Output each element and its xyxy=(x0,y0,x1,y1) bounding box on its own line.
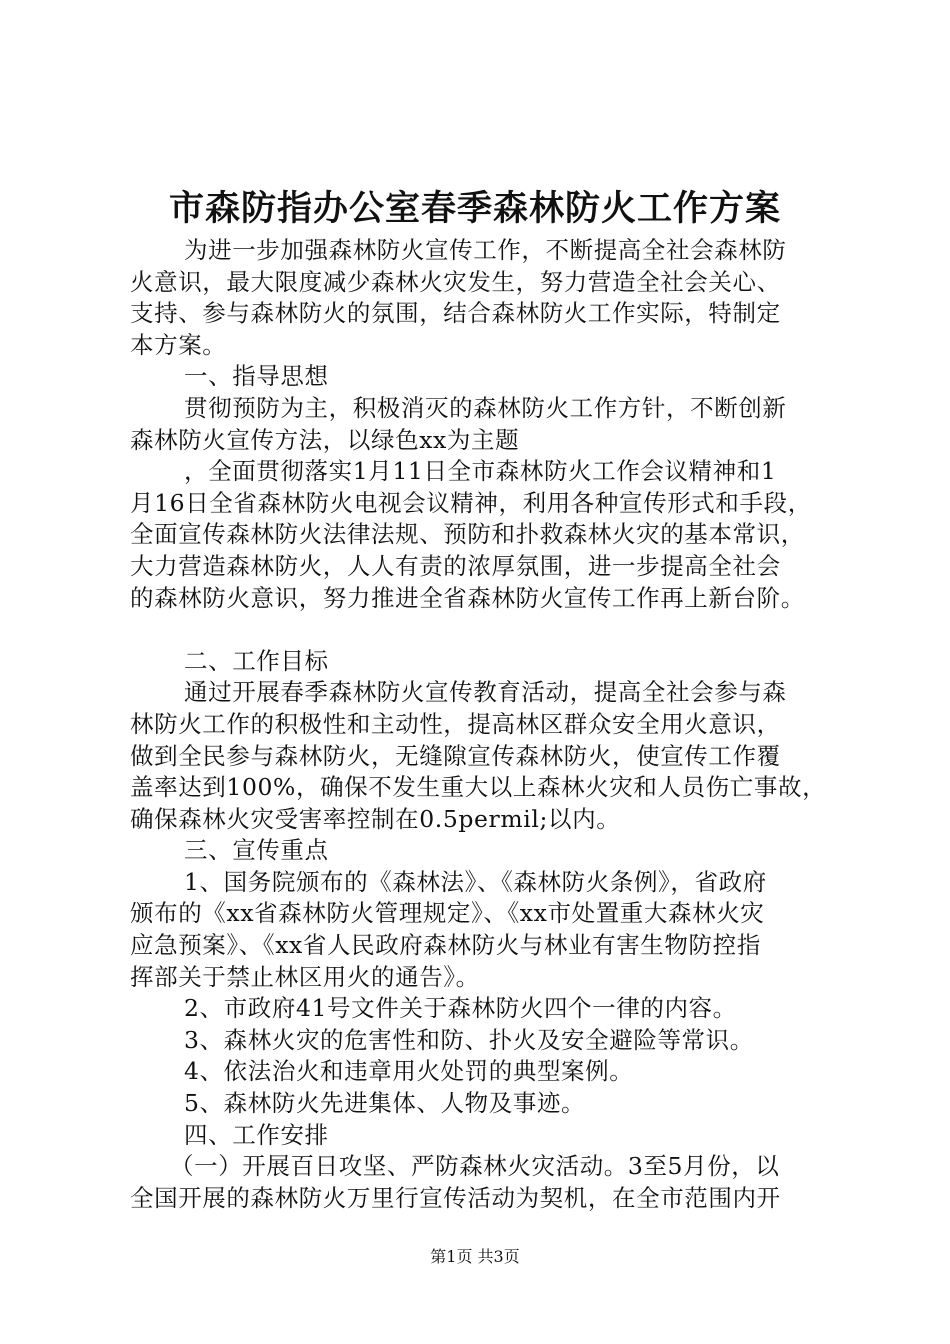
paragraph-line: 的森林防火意识，努力推进全省森林防火宣传工作再上新台阶。 xyxy=(130,583,805,612)
document-title: 市森防指办公室春季森林防火工作方案 xyxy=(168,188,781,229)
paragraph-line: 盖率达到100%，确保不发生重大以上森林火灾和人员伤亡事故， xyxy=(130,773,827,802)
paragraph-line: 通过开展春季森林防火宣传教育活动，提高全社会参与森 xyxy=(184,678,787,707)
paragraph-line: 月16日全省森林防火电视会议精神，利用各种宣传形式和手段， xyxy=(130,488,812,517)
list-item: 5、森林防火先进集体、人物及事迹。 xyxy=(184,1089,586,1118)
paragraph-line: 森林防火宣传方法，以绿色xx为主题 xyxy=(130,425,520,454)
section-heading: 四、工作安排 xyxy=(184,1120,329,1149)
paragraph-line: （一）开展百日攻坚、严防森林火灾活动。3至5月份，以 xyxy=(170,1152,780,1181)
paragraph-line: 为进一步加强森林防火宣传工作，不断提高全社会森林防 xyxy=(184,236,787,264)
paragraph-line: 确保森林火灾受害率控制在0.5permil;以内。 xyxy=(130,804,621,833)
paragraph-line: 林防火工作的积极性和主动性，提高林区群众安全用火意识， xyxy=(130,709,781,738)
section-heading: 二、工作目标 xyxy=(184,646,329,675)
paragraph-line: 应急预案》、《xx省人民政府森林防火与林业有害生物防控指 xyxy=(130,931,761,960)
paragraph-line: 大力营造森林防火，人人有责的浓厚氛围，进一步提高全社会 xyxy=(130,551,781,580)
paragraph-line: 全面宣传森林防火法律法规、预防和扑救森林火灾的基本常识， xyxy=(130,520,805,549)
section-heading: 一、指导思想 xyxy=(184,362,329,391)
paragraph-line: 全国开展的森林防火万里行宣传活动为契机，在全市范围内开 xyxy=(130,1183,781,1212)
document-body xyxy=(130,235,850,1214)
paragraph-line: 1、国务院颁布的《森林法》、《森林防火条例》，省政府 xyxy=(184,867,767,896)
paragraph-line: 本方案。 xyxy=(130,330,227,359)
paragraph-line: 火意识，最大限度减少森林火灾发生，努力营造全社会关心、 xyxy=(130,267,781,296)
section-heading: 三、宣传重点 xyxy=(184,836,329,865)
paragraph-line: 做到全民参与森林防火，无缝隙宣传森林防火，使宣传工作覆 xyxy=(130,741,781,770)
paragraph-line: 颁布的《xx省森林防火管理规定》、《xx市处置重大森林火灾 xyxy=(130,899,765,928)
paragraph-line: 支持、参与森林防火的氛围，结合森林防火工作实际，特制定 xyxy=(130,299,781,328)
paragraph-line: 挥部关于禁止林区用火的通告》。 xyxy=(130,962,480,991)
paragraph-line: ，全面贯彻落实1月11日全市森林防火工作会议精神和1 xyxy=(184,457,777,486)
paragraph-gap xyxy=(130,614,850,646)
paragraph-line: 贯彻预防为主，积极消灭的森林防火工作方针，不断创新 xyxy=(184,393,787,422)
list-item: 2、市政府41号文件关于森林防火四个一律的内容。 xyxy=(184,994,737,1023)
list-item: 4、依法治火和违章用火处罚的典型案例。 xyxy=(184,1057,634,1086)
list-item: 3、森林火灾的危害性和防、扑火及安全避险等常识。 xyxy=(184,1025,754,1054)
page-number: 第1页 共3页 xyxy=(430,1247,520,1266)
